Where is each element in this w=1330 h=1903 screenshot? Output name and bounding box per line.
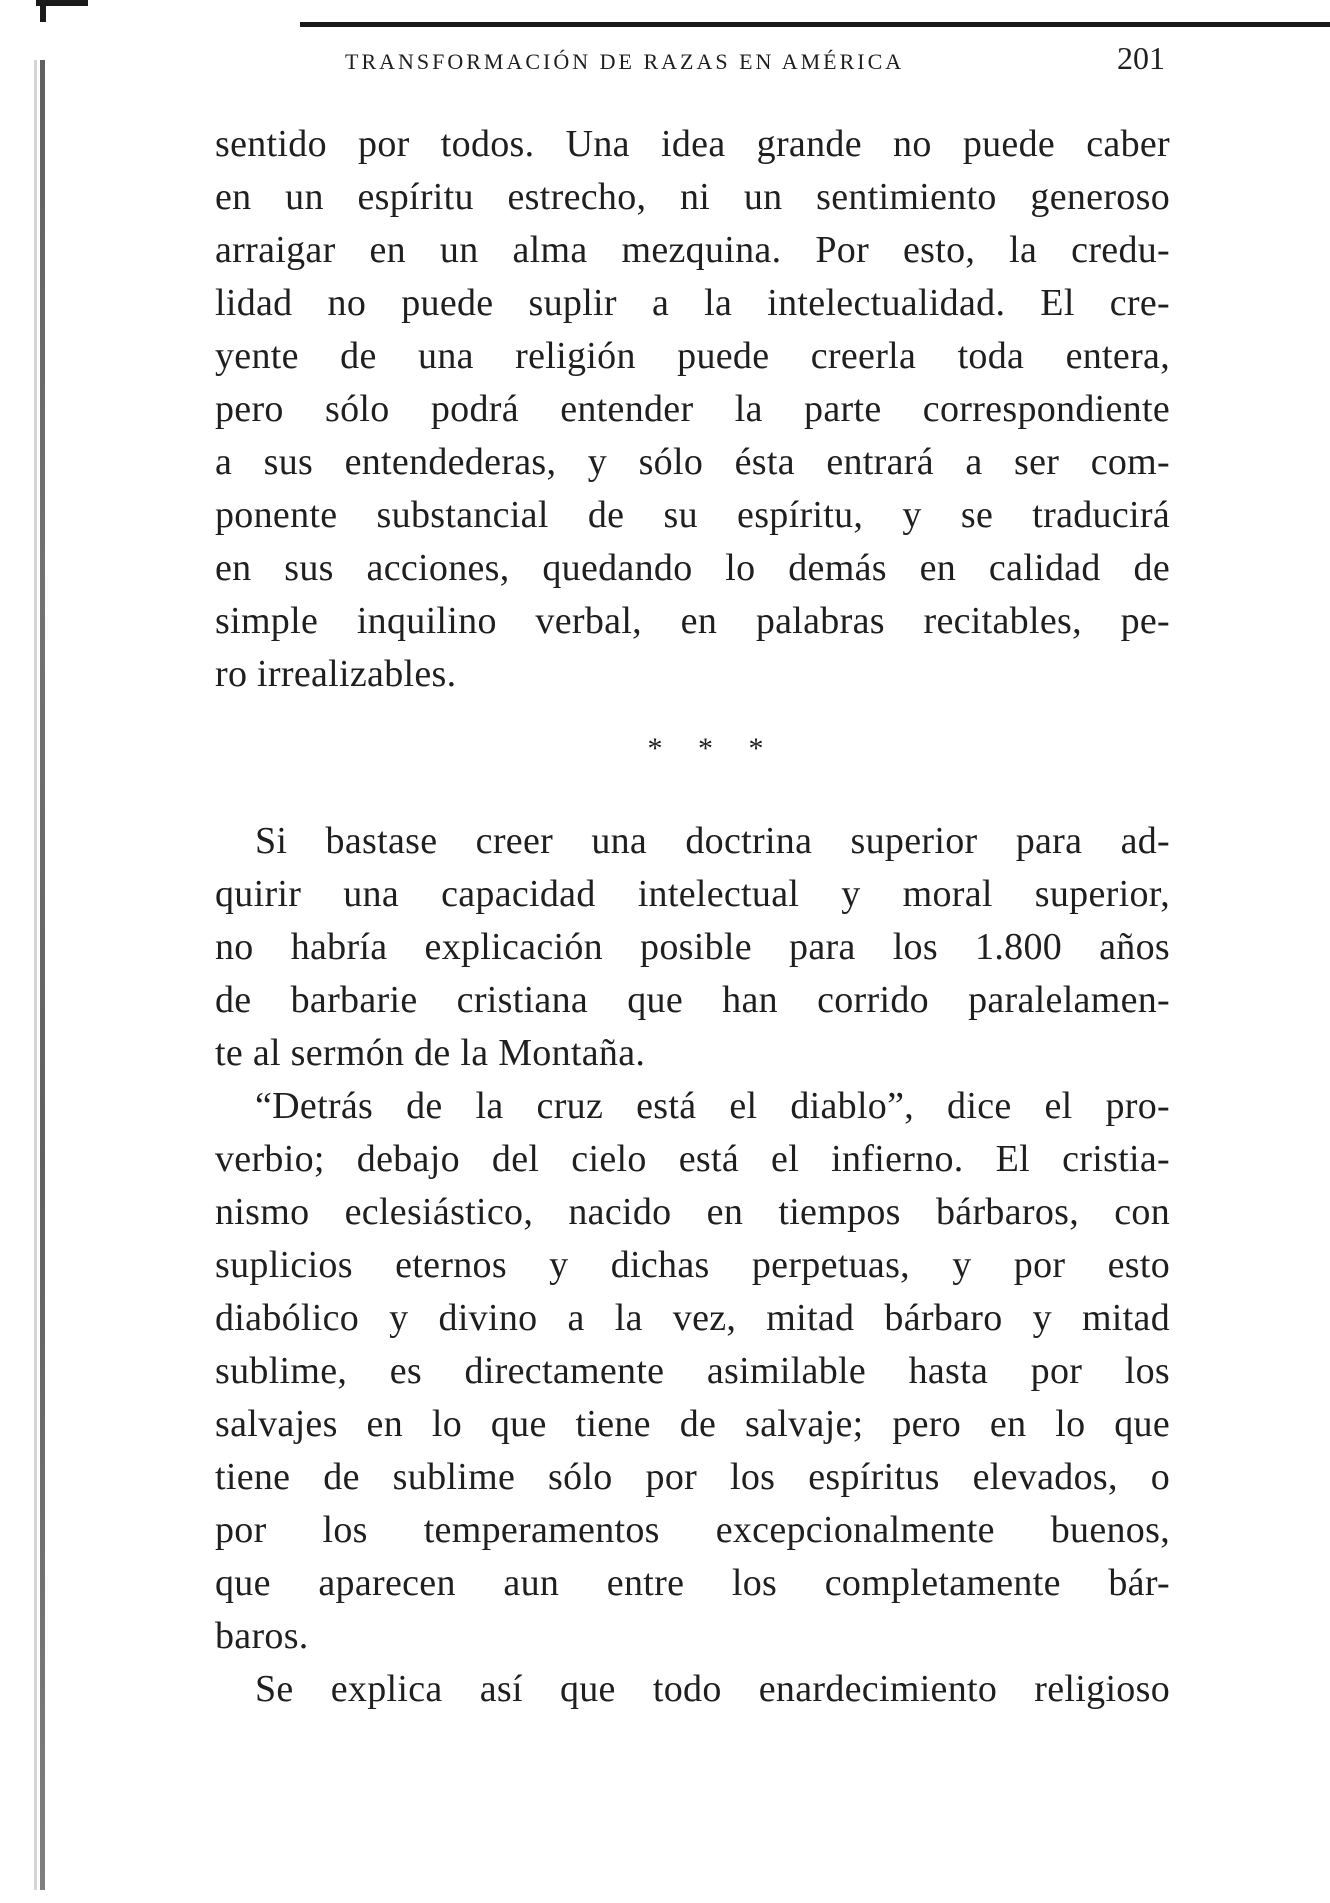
text-line: Se explica así que todo enardecimiento religioso bbox=[255, 1668, 1170, 1710]
text-line: ro irrealizables. bbox=[215, 653, 457, 695]
section-separator: * * * bbox=[647, 732, 778, 765]
text-line: Si bastase creer una doctrina superior para ad- bbox=[255, 820, 1170, 862]
paragraph bbox=[215, 1663, 1170, 1716]
text-line: nismo eclesiástico, nacido en tiempos bárbaros, con bbox=[215, 1191, 1170, 1233]
text-line: que aparecen aun entre los completamente bár- bbox=[215, 1562, 1170, 1604]
text-line: en sus acciones, quedando lo demás en calidad de bbox=[215, 547, 1170, 589]
text-line: ponente substancial de su espíritu, y se traducirá bbox=[215, 494, 1170, 536]
text-line: sentido por todos. Una idea grande no puede caber bbox=[215, 123, 1170, 165]
text-line: tiene de sublime sólo por los espíritus elevados, o bbox=[215, 1456, 1170, 1498]
text-line: a sus entendederas, y sólo ésta entrará a ser com- bbox=[215, 441, 1170, 483]
running-title: TRANSFORMACIÓN DE RAZAS EN AMÉRICA bbox=[345, 49, 905, 74]
text-line: “Detrás de la cruz está el diablo”, dice el pro- bbox=[255, 1085, 1170, 1127]
text-line: pero sólo podrá entender la parte correspondiente bbox=[215, 388, 1170, 430]
text-line: salvajes en lo que tiene de salvaje; pero en lo que bbox=[215, 1403, 1170, 1445]
text-line: no habría explicación posible para los 1.800 años bbox=[215, 926, 1170, 968]
text-line: diabólico y divino a la vez, mitad bárbaro y mitad bbox=[215, 1297, 1170, 1339]
binding-shadow bbox=[34, 60, 37, 1890]
text-line: verbio; debajo del cielo está el infierno. El cristia- bbox=[215, 1138, 1170, 1180]
paragraph bbox=[215, 118, 1170, 701]
text-line: sublime, es directamente asimilable hasta por los bbox=[215, 1350, 1170, 1392]
page-number: 201 bbox=[1117, 40, 1165, 76]
text-line: suplicios eternos y dichas perpetuas, y por esto bbox=[215, 1244, 1170, 1286]
paragraph bbox=[215, 1080, 1170, 1663]
text-line: baros. bbox=[215, 1615, 309, 1657]
text-line: de barbarie cristiana que han corrido paralelamen- bbox=[215, 979, 1170, 1021]
text-line: yente de una religión puede creerla toda entera, bbox=[215, 335, 1170, 377]
text-line: por los temperamentos excepcionalmente buenos, bbox=[215, 1509, 1170, 1551]
text-line: lidad no puede suplir a la intelectualidad. El cre- bbox=[215, 282, 1170, 324]
text-line: simple inquilino verbal, en palabras recitables, pe- bbox=[215, 600, 1170, 642]
corner-mark-vertical bbox=[40, 0, 46, 22]
text-line: te al sermón de la Montaña. bbox=[215, 1032, 646, 1074]
binding-edge bbox=[40, 60, 45, 1890]
text-line: en un espíritu estrecho, ni un sentimiento generoso bbox=[215, 176, 1170, 218]
body-text bbox=[215, 118, 1170, 1716]
paragraph bbox=[215, 815, 1170, 1080]
running-head bbox=[345, 40, 1165, 80]
text-line: quirir una capacidad intelectual y moral superior, bbox=[215, 873, 1170, 915]
top-rule bbox=[300, 22, 1330, 27]
text-line: arraigar en un alma mezquina. Por esto, la credu- bbox=[215, 229, 1170, 271]
